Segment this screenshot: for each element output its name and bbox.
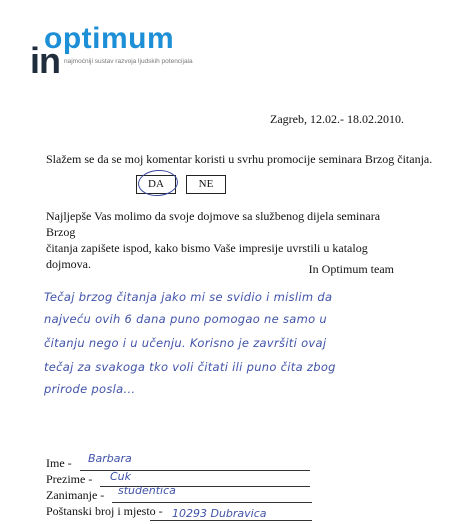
- team-signature: In Optimum team: [308, 262, 394, 276]
- occupation-label: Zanimanje -: [46, 488, 105, 502]
- comment-line: čitanju nego i u učenju. Korisno je završiti ovaj: [44, 336, 327, 350]
- logo-optimum-text: optimum: [44, 22, 175, 55]
- name-label: Ime -: [46, 456, 72, 470]
- postal-label: Poštanski broj i mjesto -: [46, 504, 163, 518]
- occupation-line: [112, 502, 312, 503]
- postal-line: [150, 520, 312, 521]
- request-line: čitanja zapišete ispod, kako bismo Vaše impresije uvrstili u katalog dojmova.: [46, 241, 368, 271]
- comment-line: tečaj za svakoga tko voli čitati ili puno čita zbog: [44, 360, 336, 374]
- occupation-field[interactable]: studentica: [118, 484, 176, 497]
- logo: [30, 22, 230, 81]
- name-field[interactable]: Barbara: [88, 452, 132, 465]
- surname-label: Prezime -: [46, 472, 93, 486]
- comment-line: najveću ovih 6 dana puno pomogao ne samo u: [44, 312, 327, 326]
- yes-option[interactable]: DA: [136, 175, 176, 194]
- no-option[interactable]: NE: [186, 175, 226, 194]
- consent-text: Slažem se da se moj komentar koristi u svrhu promocije seminara Brzog čitanja.: [46, 152, 433, 166]
- postal-field[interactable]: 10293 Dubravica: [172, 507, 267, 520]
- comment-line: prirode posla...: [44, 382, 136, 396]
- date-line: Zagreb, 12.02.- 18.02.2010.: [270, 112, 404, 126]
- logo-in-text: in: [30, 40, 60, 81]
- comment-line: Tečaj brzog čitanja jako mi se svidio i mislim da: [44, 290, 333, 304]
- logo-tagline: najmoćniji sustav razvoja ljudskih potencijala: [64, 58, 193, 65]
- request-line: Najljepše Vas molimo da svoje dojmove sa službenog dijela seminara Brzog: [46, 209, 381, 239]
- surname-field[interactable]: Ćuk: [110, 470, 132, 483]
